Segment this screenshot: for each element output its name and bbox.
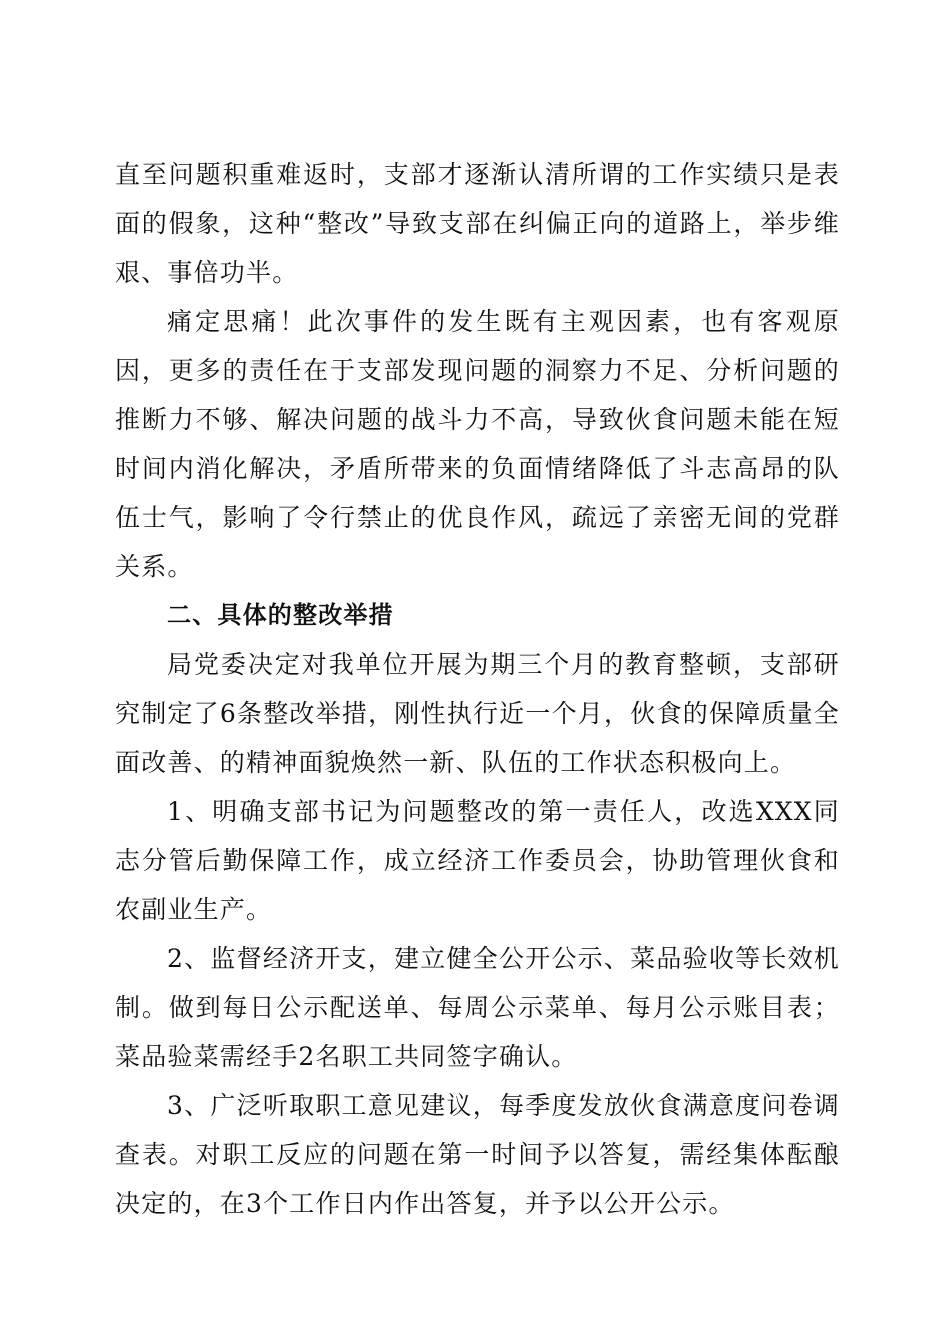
document-body — [115, 150, 840, 1228]
section-heading: 二、具体的整改举措 — [167, 601, 394, 629]
paragraph-measure-3: 3、广泛听取职工意见建议，每季度发放伙食满意度问卷调查表。对职工反应的问题在第一时间予以答复，需经集体酝酿决定的，在3个工作日内作出答复，并予以公开公示。 — [115, 1091, 840, 1218]
paragraph-measure-2: 2、监督经济开支，建立健全公开公示、菜品验收等长效机制。做到每日公示配送单、每周公示菜单、每月公示账目表；菜品验菜需经手2名职工共同签字确认。 — [115, 944, 840, 1071]
paragraph-reflection: 痛定思痛！此次事件的发生既有主观因素，也有客观原因，更多的责任在于支部发现问题的洞察力不足、分析问题的推断力不够、解决问题的战斗力不高，导致伙食问题未能在短时间内消化解决，矛盾所带来的负面情绪降低了斗志高昂的队伍士气，影响了令行禁止的优良作风，疏远了亲密无间的党群关系。 — [115, 307, 840, 581]
paragraph-measure-1: 1、明确支部书记为问题整改的第一责任人，改选XXX同志分管后勤保障工作，成立经济工作委员会，协助管理伙食和农副业生产。 — [115, 797, 840, 924]
paragraph-continuation: 直至问题积重难返时，支部才逐渐认清所谓的工作实绩只是表面的假象，这种“整改”导致支部在纠偏正向的道路上，举步维艰、事倍功半。 — [115, 160, 840, 287]
paragraph-measures-intro: 局党委决定对我单位开展为期三个月的教育整顿，支部研究制定了6条整改举措，刚性执行近一个月，伙食的保障质量全面改善、的精神面貌焕然一新、队伍的工作状态积极向上。 — [115, 650, 840, 777]
